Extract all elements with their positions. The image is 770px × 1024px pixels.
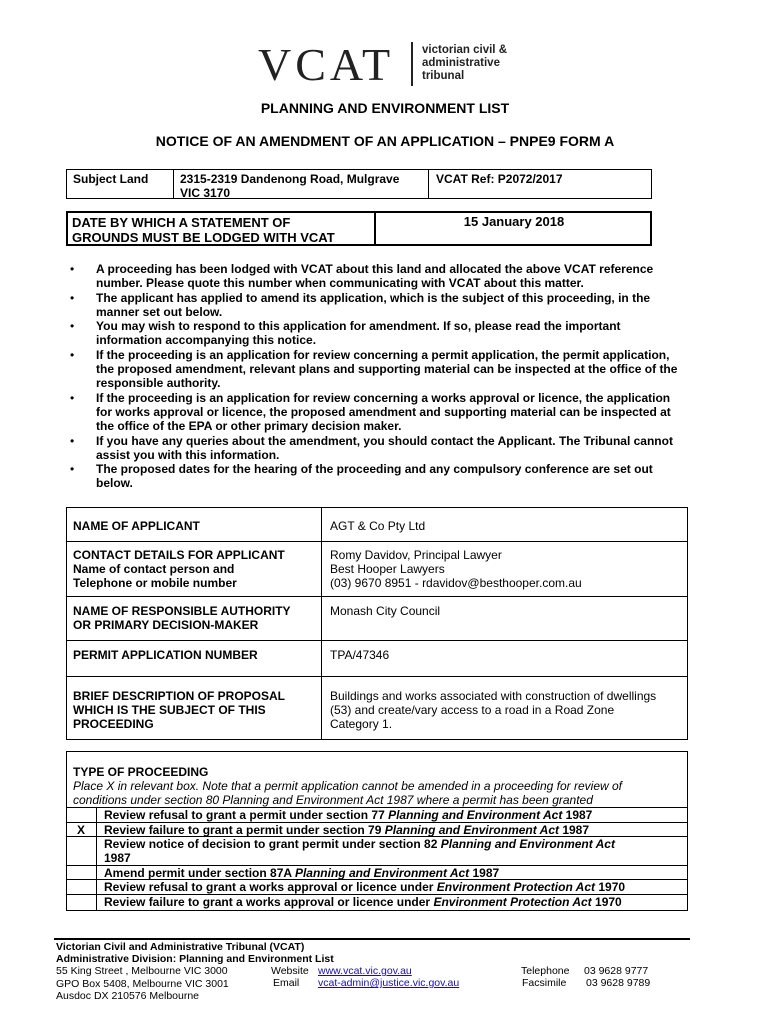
authority-label [73,604,291,632]
proceeding-heading: TYPE OF PROCEEDING [73,765,209,779]
option-year: 1970 [595,880,626,894]
divider [173,169,174,199]
option-act: Planning and Environment Act [294,866,470,880]
list-item [66,462,688,491]
bullet-text: The applicant has applied to amend its application, which is the subject of this proceeding, in the manner set out below. [96,290,651,319]
option-year: 1987 [469,866,500,880]
logo-divider [411,42,413,86]
value-line: (53) and create/vary access to a road in a Road Zone [330,703,615,717]
bullet-icon: • [70,433,75,448]
option-year: 1987 [558,823,590,837]
option-text: Review notice of decision to grant permit under section 82 [104,837,441,851]
list-item [66,348,688,391]
option-act: Planning and Environment Act [440,837,615,851]
bullet-icon: • [70,462,75,477]
proceeding-option [104,837,615,865]
label-line: PROCEEDING [73,717,154,731]
bullet-text: A proceeding has been lodged with VCAT about this land and allocated the above VCAT reference number. Please quote this number when communicating with VCAT about this matter. [96,262,654,291]
address-line: GPO Box 5408, Melbourne VIC 3001 [56,977,229,990]
footer-rule [54,938,690,940]
bullet-icon: • [70,390,75,405]
value-line: Category 1. [330,717,393,731]
label-line: BRIEF DESCRIPTION OF PROPOSAL [73,689,286,703]
address-line: Ausdoc DX 210576 Melbourne [56,990,200,1002]
bullet-icon: • [70,347,75,362]
address-line: 55 King Street , Melbourne VIC 3000 [56,965,228,977]
footer-website-label: Website [271,965,309,977]
authority-value: Monash City Council [330,604,441,618]
option-text: Amend permit under section 87A [104,866,295,880]
option-year: 1970 [591,895,622,909]
option-year: 1987 [104,851,131,865]
label-line: DATE BY WHICH A STATEMENT OF [72,215,291,230]
footer-tel-label: Telephone [521,965,570,977]
proceeding-option [104,880,625,894]
footer-division: Administrative Division: Planning and Environment List [56,953,334,965]
logo-sub-line: victorian civil & [422,44,508,56]
option-act: Environment Protection Act [433,895,592,909]
option-act: Planning and Environment Act [388,808,563,822]
logo-sub-line: tribunal [422,70,465,82]
applicant-label: NAME OF APPLICANT [73,519,200,533]
list-item [66,262,688,291]
divider [66,640,688,641]
proceeding-option [104,823,589,837]
value-line: Romy Davidov, Principal Lawyer [330,548,502,562]
bullet-text: If you have any queries about the amendment, you should contact the Applicant. The Tribunal cannot assist you with this information. [96,433,673,462]
address-line: 2315-2319 Dandenong Road, Mulgrave [180,172,400,186]
divider [66,676,688,677]
option-year: 1987 [562,808,593,822]
label-line: NAME OF RESPONSIBLE AUTHORITY [73,604,291,618]
permit-number-label: PERMIT APPLICATION NUMBER [73,648,258,662]
list-item [66,291,688,320]
page-subtitle: NOTICE OF AN AMENDMENT OF AN APPLICATION – PNPE9 FORM A [155,133,615,149]
label-line: Name of contact person and [73,562,235,576]
option-text: Review refusal to grant a works approval or licence under [104,880,437,894]
lodge-date-value: 15 January 2018 [463,214,565,229]
contact-label [73,548,285,590]
footer-email-label: Email [273,977,300,989]
label-line: Telephone or mobile number [73,576,237,590]
bullet-text: If the proceeding is an application for review concerning a works approval or licence, the application for works approval or licence, the proposed amendment and supporting material can be inspected at the office of the EPA or other primary decision maker. [96,390,671,434]
divider [428,169,429,199]
bullet-text: You may wish to respond to this application for amendment. If so, please read the important information accompanying this notice. [96,319,621,348]
proposal-label [73,689,285,731]
option-act: Planning and Environment Act [384,823,559,837]
proceeding-checkbox[interactable]: X [76,823,85,837]
value-line: Best Hooper Lawyers [330,562,445,576]
footer-website-link[interactable]: www.vcat.vic.gov.au [318,965,412,977]
logo-sub-line: administrative [422,57,500,69]
option-text: Review refusal to grant a permit under section 77 [104,808,389,822]
bullet-icon: • [70,319,75,334]
address-line: VIC 3170 [180,186,231,200]
option-act: Environment Protection Act [436,880,596,894]
option-text: Review failure to grant a works approval or licence under [104,895,434,909]
proceeding-note [73,779,622,807]
proceeding-option [104,895,622,909]
footer-email-link[interactable]: vcat-admin@justice.vic.gov.au [318,977,460,989]
list-item [66,391,688,434]
value-line: Buildings and works associated with construction of dwellings [330,689,657,703]
bullet-icon: • [70,262,75,276]
vcat-logo-subtitle [422,44,507,83]
page-title: PLANNING AND ENVIRONMENT LIST [260,100,510,116]
note-line: conditions under section 80 Planning and Environment Act 1987 where a permit has been granted [73,793,593,807]
contact-value [330,548,582,590]
proposal-value [330,689,656,731]
option-text: Review failure to grant a permit under section 79 [104,823,385,837]
notice-bullet-list [66,262,688,491]
lodge-date-label [72,215,335,245]
value-line: (03) 9670 8951 - rdavidov@besthooper.com.au [330,576,582,590]
subject-land-address [180,172,399,200]
footer-fax-label: Facsimile [522,977,567,989]
list-item [66,319,688,348]
label-line: CONTACT DETAILS FOR APPLICANT [73,548,285,562]
footer-org: Victorian Civil and Administrative Tribunal (VCAT) [56,941,305,953]
vcat-logo-wordmark: VCAT [258,39,395,90]
subject-land-label: Subject Land [73,172,149,186]
bullet-text: The proposed dates for the hearing of the proceeding and any compulsory conference are set out below. [96,462,653,491]
permit-number-value: TPA/47346 [330,648,390,662]
list-item [66,434,688,463]
bullet-icon: • [70,290,75,305]
footer-fax-value: 03 9628 9789 [586,977,651,989]
divider [66,596,688,597]
label-line: WHICH IS THE SUBJECT OF THIS [73,703,266,717]
note-line: Place X in relevant box. Note that a permit application cannot be amended in a proceeding for review of [73,779,622,793]
proceeding-option [104,808,592,822]
divider [66,541,688,542]
bullet-text: If the proceeding is an application for review concerning a permit application, the permit application, the proposed amendment, relevant plans and supporting material can be inspected at the office of the responsible authority. [96,347,678,391]
footer-tel-value: 03 9628 9777 [584,965,649,977]
vcat-reference: VCAT Ref: P2072/2017 [436,172,563,186]
proceeding-option [104,866,499,880]
label-line: OR PRIMARY DECISION-MAKER [73,618,259,632]
footer-address [56,965,229,1003]
label-line: GROUNDS MUST BE LODGED WITH VCAT [72,230,335,245]
applicant-value: AGT & Co Pty Ltd [330,519,426,533]
